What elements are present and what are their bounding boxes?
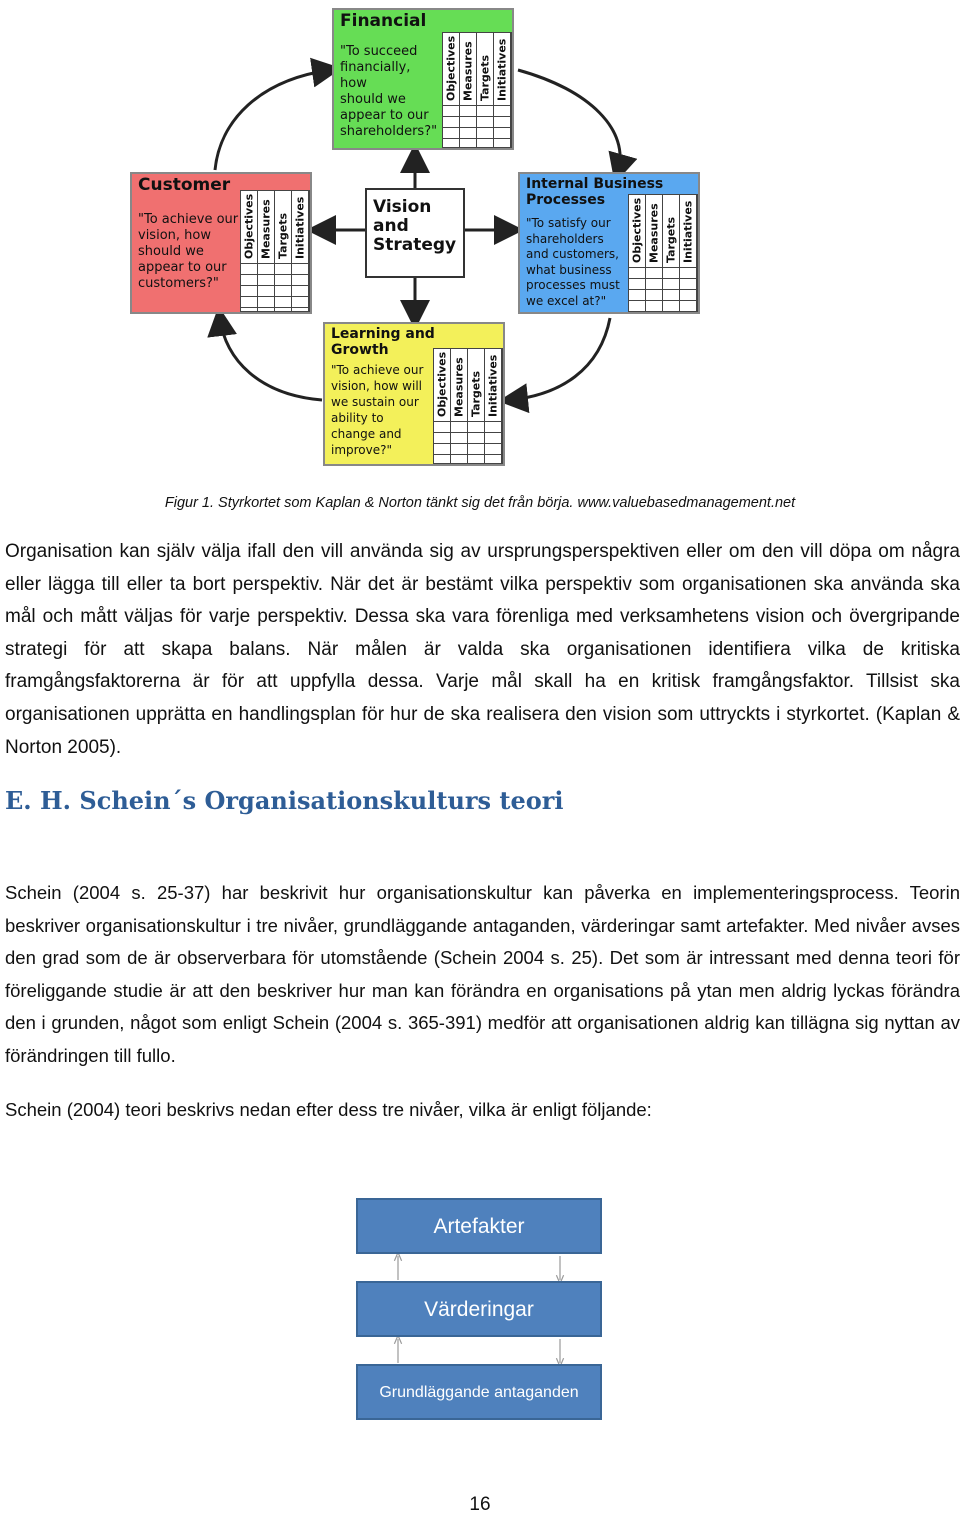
balanced-scorecard-figure bbox=[0, 0, 960, 480]
paragraph-perspectives: Organisation kan själv välja ifall den vill använda sig av ursprungsperspektiven eller om den vill döpa om några eller lägga till eller ta bort perspektiv. När det är bestämt vilka perspektiv som organisationen ska använda ska mål och mått väljas för varje perspektiv. Dessa ska vara förenliga med verksamhetens vision och övergripande strategi för att skapa balans. När målen är valda ska organisationen identifiera vilka de kritiska framgångsfaktorerna är för att uppfylla dessa. Varje mål skall ha en kritisk framgångsfaktor. Tillsist ska organisationen upprätta en handlingsplan för hur de ska realisera den vision som uttryckts i styrkortet. (Kaplan & Norton 2005). bbox=[5, 541, 960, 758]
learning-growth-grid bbox=[433, 348, 503, 464]
column-header-targets: Targets bbox=[663, 195, 680, 311]
column-header-initiatives: Initiatives bbox=[680, 195, 697, 311]
grid-row-line bbox=[443, 105, 511, 106]
grid-row-line bbox=[241, 274, 309, 275]
column-header-targets: Targets bbox=[468, 349, 485, 463]
grid-row-line bbox=[241, 285, 309, 286]
column-header-measures: Measures bbox=[646, 195, 663, 311]
column-header-targets: Targets bbox=[275, 191, 292, 311]
customer-title: Customer bbox=[138, 175, 231, 195]
grid-row-line bbox=[629, 311, 697, 312]
customer-quote: "To achieve our vision, how should we appear to our customers?" bbox=[138, 212, 239, 291]
level-grundlaggande-label: Grundläggande antaganden bbox=[379, 1384, 579, 1401]
grid-row-line bbox=[434, 421, 502, 422]
column-header-targets: Targets bbox=[477, 33, 494, 147]
grid-row-line bbox=[241, 263, 309, 264]
grid-row-line bbox=[629, 267, 697, 268]
financial-title: Financial bbox=[340, 11, 427, 31]
column-header-objectives: Objectives bbox=[241, 191, 258, 311]
internal-process-grid bbox=[628, 194, 698, 312]
cycle-arrow-customer-financial bbox=[215, 70, 330, 170]
column-header-measures: Measures bbox=[258, 191, 275, 311]
learning-growth-quote: "To achieve our vision, how will we sustain our ability to change and improve?" bbox=[331, 363, 424, 457]
grid-row-line bbox=[241, 296, 309, 297]
figure-caption: Figur 1. Styrkortet som Kaplan & Norton tänkt sig det från börja. www.valuebasedmanagement.net bbox=[164, 495, 796, 511]
column-header-measures: Measures bbox=[460, 33, 477, 147]
customer-grid bbox=[240, 190, 310, 312]
column-header-measures: Measures bbox=[451, 349, 468, 463]
cycle-arrow-internal-learning bbox=[510, 318, 610, 400]
cycle-arrow-financial-internal bbox=[518, 70, 620, 172]
grid-row-line bbox=[629, 300, 697, 301]
page-number: 16 bbox=[469, 1494, 491, 1515]
grid-row-line bbox=[241, 307, 309, 308]
column-header-objectives: Objectives bbox=[434, 349, 451, 463]
vision-strategy-box bbox=[365, 188, 465, 278]
grid-row-line bbox=[443, 116, 511, 117]
internal-process-title: Internal Business Processes bbox=[526, 176, 664, 208]
level-varderingar bbox=[356, 1281, 602, 1337]
customer-box bbox=[130, 172, 312, 314]
column-header-initiatives: Initiatives bbox=[485, 349, 502, 463]
financial-grid bbox=[442, 32, 512, 148]
internal-process-box bbox=[518, 172, 700, 314]
column-header-initiatives: Initiatives bbox=[292, 191, 309, 311]
section-heading: E. H. Schein´s Organisationskulturs teori bbox=[5, 786, 564, 815]
financial-quote: "To succeed financially, how should we appear to our shareholders?" bbox=[340, 44, 438, 139]
level-grundlaggande bbox=[356, 1364, 602, 1420]
grid-row-line bbox=[443, 138, 511, 139]
learning-growth-box bbox=[323, 322, 505, 466]
paragraph-levels-intro: Schein (2004) teori beskrivs nedan efter dess tre nivåer, vilka är enligt följande: bbox=[5, 1099, 652, 1120]
grid-row-line bbox=[434, 454, 502, 455]
column-header-initiatives: Initiatives bbox=[494, 33, 511, 147]
internal-process-quote: "To satisfy our shareholders and customers, what business processes must we excel at?" bbox=[526, 216, 620, 308]
level-artefakter bbox=[356, 1198, 602, 1254]
grid-row-line bbox=[443, 127, 511, 128]
grid-row-line bbox=[434, 443, 502, 444]
paragraph-schein-theory: Schein (2004 s. 25-37) har beskrivit hur organisationskultur kan påverka en implementeringsprocess. Teorin beskriver organisationskultur i tre nivåer, grundläggande antaganden, värderingar samt artefakter. Med nivåer avses den grad som de är observerbara för utomstående (Schein 2004 s. 25). Det som är intressant med denna teori för föreliggande studie är att den beskriver hur man kan förändra en organisations på ytan men aldrig lyckas förändra den i grunden, något som enligt Schein (2004 s. 365-391) medför att organisationen aldrig kan tillägna sig nyttan av förändringen till fullo. bbox=[5, 882, 960, 1066]
grid-row-line bbox=[629, 278, 697, 279]
column-header-objectives: Objectives bbox=[629, 195, 646, 311]
learning-growth-title: Learning and Growth bbox=[331, 326, 435, 358]
grid-row-line bbox=[434, 432, 502, 433]
column-header-objectives: Objectives bbox=[443, 33, 460, 147]
level-artefakter-label: Artefakter bbox=[433, 1215, 525, 1238]
vision-strategy-label: Vision and Strategy bbox=[373, 197, 457, 255]
financial-box bbox=[332, 8, 514, 150]
grid-row-line bbox=[629, 289, 697, 290]
level-varderingar-label: Värderingar bbox=[424, 1298, 534, 1321]
cycle-arrow-learning-customer bbox=[220, 318, 322, 400]
